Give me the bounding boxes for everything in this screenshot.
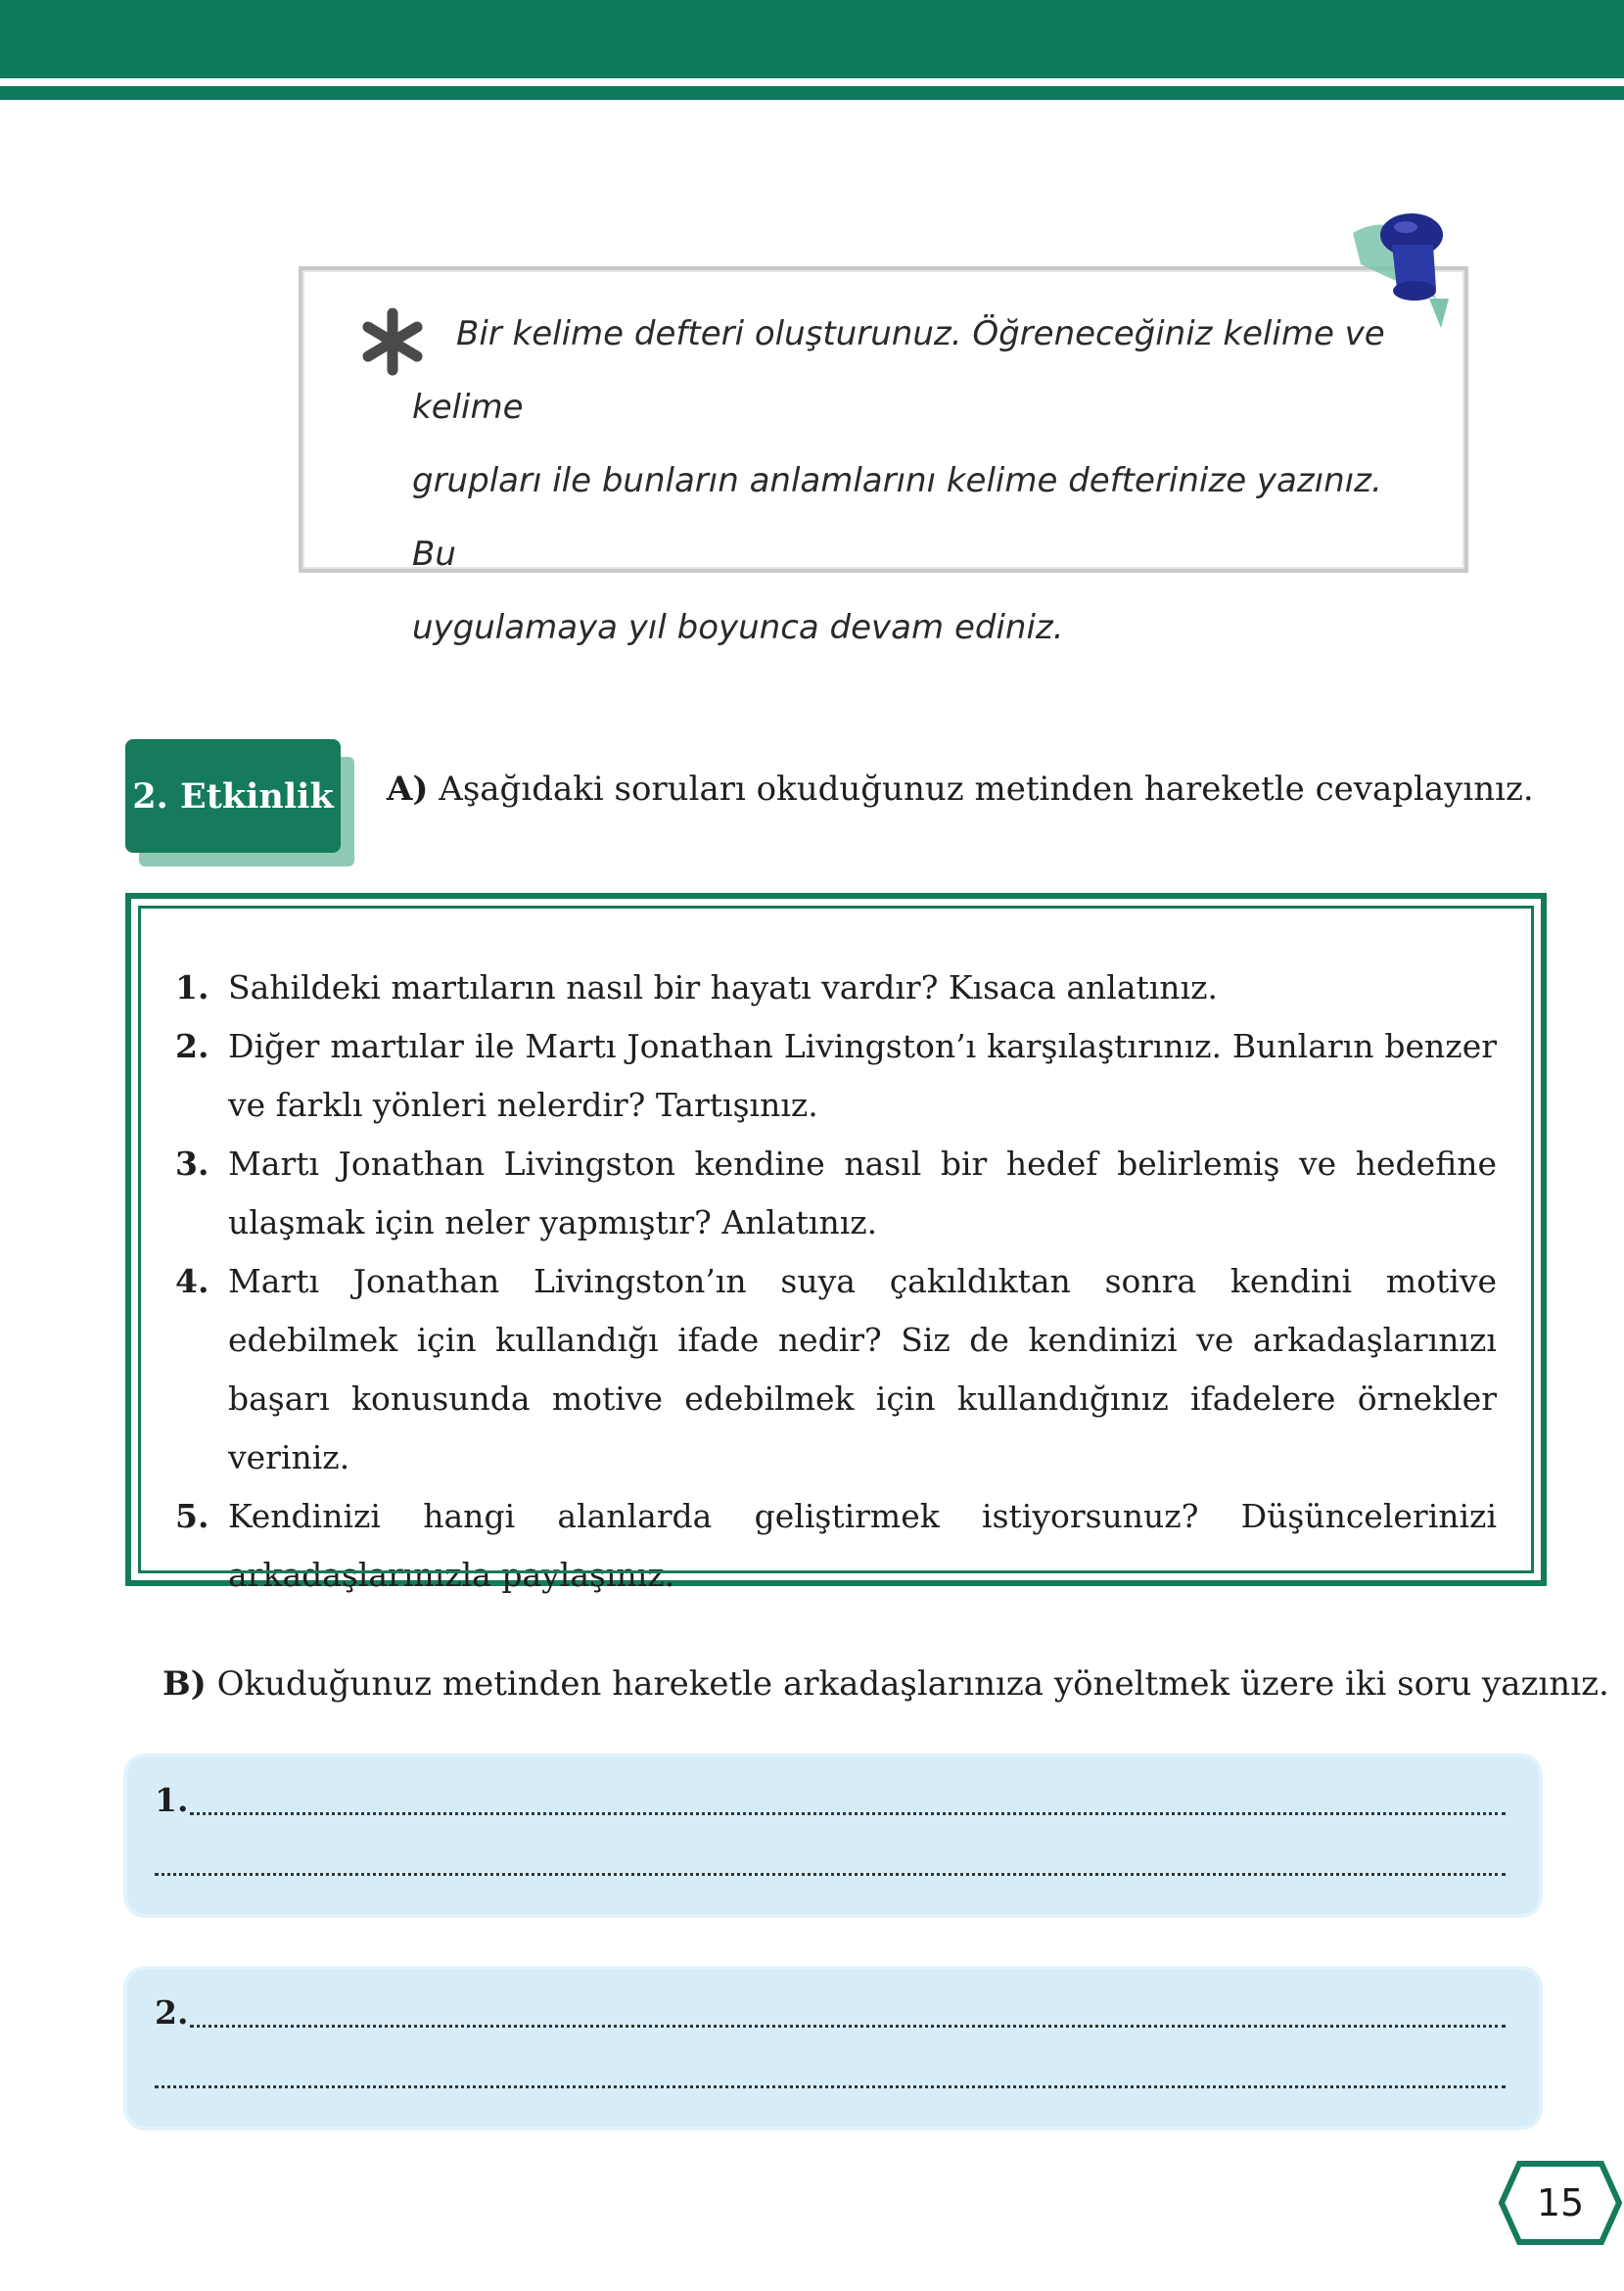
question-text: Martı Jonathan Livingston kendine nasıl bir hedef belirlemiş ve hedefine ulaşmak için neler yapmıştır? Anlatınız. <box>228 1145 1497 1241</box>
instruction-b-text: Okuduğunuz metinden hareketle arkadaşlarınıza yöneltmek üzere iki soru yazınız. <box>206 1664 1609 1704</box>
instruction-b-label: B) <box>162 1664 207 1704</box>
instruction-a-text: Aşağıdaki soruları okuduğunuz metinden hareketle cevaplayınız. <box>428 770 1534 809</box>
question-list <box>175 958 1497 1605</box>
pushpin-icon <box>1343 206 1470 333</box>
answer-panel-2[interactable] <box>127 1970 1539 2127</box>
question-number: 1. <box>175 968 209 1006</box>
header-rule <box>0 86 1624 100</box>
question-item <box>175 1487 1497 1605</box>
question-number: 5. <box>175 1497 209 1535</box>
answer-line[interactable] <box>155 2085 1506 2088</box>
question-item <box>175 1017 1497 1135</box>
instruction-a <box>387 770 1534 809</box>
answer-number: 2. <box>155 1993 189 2032</box>
header-band <box>0 0 1624 78</box>
note-text <box>412 298 1391 665</box>
question-number: 4. <box>175 1262 209 1300</box>
questions-box <box>125 893 1547 1594</box>
question-text: Diğer martılar ile Martı Jonathan Livingston’ı karşılaştırınız. Bunların benzer ve farklı yönleri nelerdir? Tartışınız. <box>228 1027 1497 1124</box>
note-line-1: Bir kelime defteri oluşturunuz. Öğreneceğiniz kelime ve kelime <box>412 314 1385 427</box>
page-number: 15 <box>1536 2181 1585 2224</box>
instruction-a-label: A) <box>387 770 429 809</box>
question-item <box>175 958 1497 1017</box>
question-text: Martı Jonathan Livingston’ın suya çakıldıktan sonra kendini motive edebilmek için kullandığı ifade nedir? Siz de kendinizi ve arkadaşlarınızı başarı konusunda motive edebilmek için kullandığınız ifadelere örnekler veriniz. <box>228 1262 1497 1476</box>
answer-line[interactable] <box>155 1873 1506 1876</box>
note-line-2: grupları ile bunların anlamlarını kelime defterinize yazınız. Bu <box>412 461 1382 574</box>
question-text: Sahildeki martıların nasıl bir hayatı vardır? Kısaca anlatınız. <box>228 968 1218 1006</box>
question-number: 3. <box>175 1145 209 1183</box>
instruction-b <box>162 1664 1609 1704</box>
note-line-3: uygulamaya yıl boyunca devam ediniz. <box>412 608 1064 647</box>
answer-panel-1[interactable] <box>127 1757 1539 1914</box>
question-item <box>175 1135 1497 1252</box>
question-number: 2. <box>175 1027 209 1065</box>
note-box <box>299 266 1468 647</box>
answer-number: 1. <box>155 1781 189 1819</box>
activity-badge: 2. Etkinlik <box>125 739 341 853</box>
question-item <box>175 1252 1497 1487</box>
question-text: Kendinizi hangi alanlarda geliştirmek istiyorsunuz? Düşüncelerinizi arkadaşlarınızla paylaşınız. <box>228 1497 1497 1594</box>
answer-line[interactable] <box>190 1812 1506 1815</box>
answer-line[interactable] <box>190 2025 1506 2028</box>
